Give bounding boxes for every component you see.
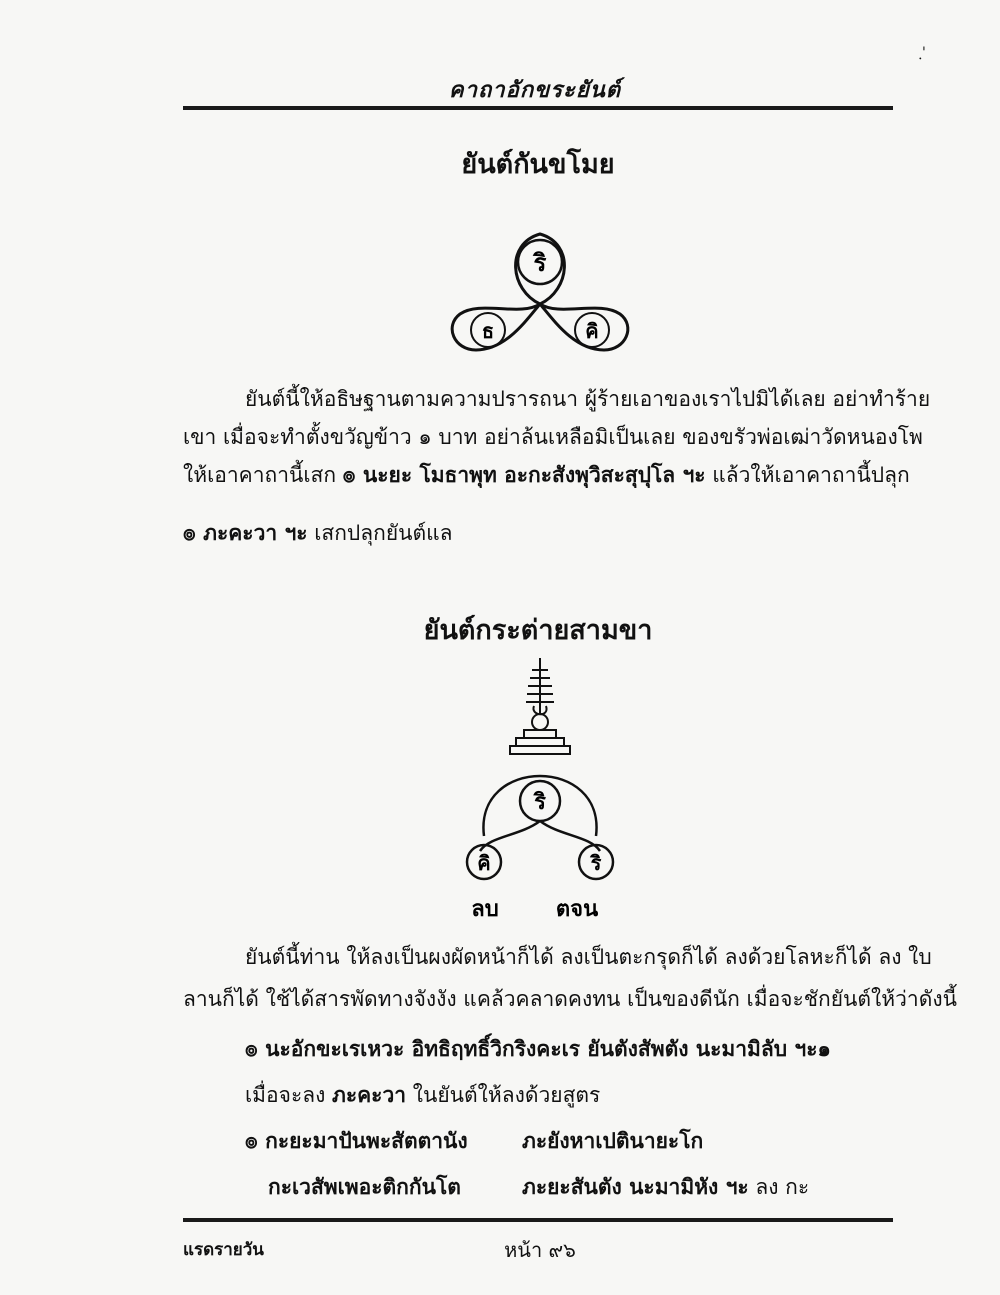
section1-heading: ยันต์กันขโมย (461, 149, 615, 180)
incantation-verse-3-left: กะเวสัพเพอะติกกันโต (268, 1174, 461, 1199)
section2-para-line1: ยันต์นี้ท่าน ให้ลงเป็นผงผัดหน้าก็ได้ ลงเป็นตะกรุดก็ได้ ลงด้วยโลหะก็ได้ ลง ใบ (245, 945, 932, 969)
yantra1-top-glyph: ริ (533, 248, 547, 277)
yantra-anti-theft (440, 222, 640, 362)
section1-para-line1: ยันต์นี้ให้อธิษฐานตามความปรารถนา ผู้ร้ายเอาของเราไปมิได้เลย อย่าทำร้าย (245, 387, 931, 411)
yantra1-right-glyph: คิ (585, 319, 599, 343)
yantra2-right-glyph: ริ (590, 851, 602, 875)
text-run: แล้วให้เอาคาถานี้ปลุก (705, 463, 910, 487)
yantra2-left-glyph: คิ (477, 851, 491, 875)
yantra2-bottom-right-text: ตจน (555, 896, 599, 922)
incantation-verse-3-right (522, 1168, 809, 1206)
publisher-logo-text: แรดรายวัน (183, 1240, 264, 1260)
incantation-verse-2-left: ๏ กะยะมาปันพะสัตตานัง (245, 1128, 468, 1153)
text-run: ในยันต์ให้ลงด้วยสูตร (406, 1083, 601, 1107)
text-run: ให้เอาคาถานี้เสก (183, 463, 343, 487)
incantation-verse-2-right: ภะยังหาเปตินายะโก (522, 1128, 704, 1153)
incantation-bold: ๏ ภะคะวา ฯะ (183, 520, 308, 545)
section2-para-line3 (245, 1076, 895, 1114)
section1-para-line3 (183, 456, 910, 494)
text-run: เมื่อจะลง (245, 1083, 333, 1107)
incantation-bold: ภะคะวา (332, 1082, 407, 1107)
footer-rule (183, 1218, 893, 1222)
section1-para-line4 (183, 514, 895, 552)
section2-para-line2: ลานก็ได้ ใช้ได้สารพัดทางจังงัง แคล้วคลาดคงทน เป็นของดีนัก เมื่อจะชักยันต์ให้ว่าดังนี้ (183, 987, 957, 1011)
incantation-bold: ๏ นะยะ โมธาพุท อะกะสังพุวิสะสุปุโล ฯะ (342, 462, 706, 487)
text-run: เสกปลุกยันต์แล (307, 521, 453, 545)
yantra2-center-glyph: ริ (534, 789, 546, 815)
yantra-three-legged-rabbit (440, 656, 640, 926)
yantra1-left-glyph: ธ (481, 319, 495, 343)
running-header-title: คาถาอักขระยันต์ (448, 77, 622, 103)
incantation-verse-1: ๏ นะอักขะเรเหวะ อิทธิฤทธิ์วิกริงคะเร ยันตังสัพตัง นะมามิลับ ฯะ๑ (245, 1036, 831, 1061)
section2-heading: ยันต์กระต่ายสามขา (423, 615, 653, 646)
corner-mark: ฺ' (922, 45, 926, 61)
section1-para-line2: เขา เมื่อจะทำตั้งขวัญข้าว ๑ บาท อย่าล้นเหลือมิเป็นเลย ของขรัวพ่อเฒ่าวัดหนองโพ (183, 425, 923, 449)
header-rule (183, 106, 893, 110)
incantation-bold: ภะยะสันตัง นะมามิหัง ฯะ (522, 1174, 749, 1199)
page-number: หน้า ๙๖ (504, 1238, 576, 1262)
yantra2-bottom-left-text: ลบ (471, 896, 499, 922)
text-run: ลง กะ (748, 1175, 810, 1199)
